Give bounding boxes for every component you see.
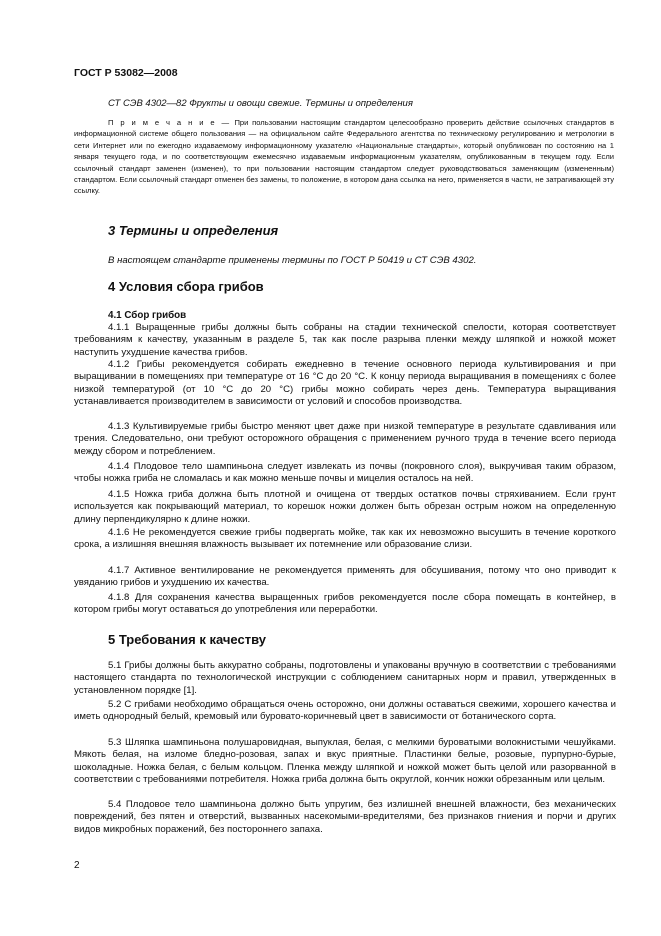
note-text: При пользовании настоящим стандартом целесообразно проверить действие ссылочных стандартов в информационной системе общего пользования — на официальном сайте Федерального агентства по техническому регулированию и метрологии в сети Интернет или по ежегодно издаваемому информационному указателю «Национальные стандарты», который опубликован по состоянию на 1 января текущего года, и по соответствующим ежемесячно издаваемым информационным указателям, опубликованным в текущем году. Если ссылочный стандарт заменен (изменен), то при пользовании настоящим стандартом следует руководствоваться заменяющим (измененным) стандартом. Если ссылочный стандарт отменен без замены, то положение, в котором дана ссылка на него, применяется в части, не затрагивающей эту ссылку.	[74, 118, 614, 196]
paragraph-4-1-4: 4.1.4 Плодовое тело шампиньона следует извлекать из почвы (покровного слоя), выкручивая таким образом, чтобы ножка гриба не сломалась и как можно меньше почвы и мицелия осталось на ней.	[74, 461, 616, 485]
page-number: 2	[74, 860, 80, 871]
paragraph-4-1-1: 4.1.1 Выращенные грибы должны быть собраны на стадии технической спелости, которая соответствует требованиям к качеству, указанным в разделе 5, так как после разрыва пленки между шляпкой и ножкой может наступить ухудшение качества грибов.	[74, 322, 616, 358]
paragraph-4-1-8: 4.1.8 Для сохранения качества выращенных грибов рекомендуется после сбора помещать в контейнер, в котором грибы могут оставаться до употребления или переработки.	[74, 592, 616, 616]
note-label: П р и м е ч а н и е —	[108, 118, 231, 127]
section-5-title: 5 Требования к качеству	[108, 632, 266, 647]
section-3-text	[108, 255, 476, 266]
paragraph-4-1-2: 4.1.2 Грибы рекомендуется собирать ежедневно в течение основного периода культивирования и при выращивании в помещениях при температуре от 16 °С до 20 °С. К концу периода выращивания в помещениях с более низкой температурой (от 10 °С до 20 °С) грибы можно собирать через день. Температура выращивания устанавливается производителем в зависимости от условий и способов производства.	[74, 359, 616, 408]
document-header: ГОСТ Р 53082—2008	[74, 67, 178, 79]
paragraph-4-1-7: 4.1.7 Активное вентилирование не рекомендуется применять для обсушивания, потому что оно приводит к увяданию грибов и ухудшению их качества.	[74, 565, 616, 589]
section-3-title: 3 Термины и определения	[108, 223, 279, 238]
paragraph-5-1: 5.1 Грибы должны быть аккуратно собраны, подготовлены и упакованы вручную в соответствии с требованиями настоящего стандарта по технологической инструкции с соблюдением санитарных норм и правил, утвержденных в установленном порядке [1].	[74, 660, 616, 696]
paragraph-5-4: 5.4 Плодовое тело шампиньона должно быть упругим, без излишней внешней влажности, без механических повреждений, без пятен и отверстий, вызванных насекомыми-вредителями, без признаков гниения и порчи и других видов микробных поражений, без постороннего запаха.	[74, 799, 616, 835]
note-paragraph	[74, 117, 614, 197]
subsection-4-1-title: 4.1 Сбор грибов	[108, 310, 187, 321]
paragraph-5-2: 5.2 С грибами необходимо обращаться очень осторожно, они должны оставаться свежими, хорошего качества и иметь однородный белый, кремовый или буровато-коричневый цвет в зависимости от ботанического сорта.	[74, 699, 616, 723]
normative-reference: СТ СЭВ 4302—82 Фрукты и овощи свежие. Термины и определения	[108, 98, 413, 109]
paragraph-4-1-6: 4.1.6 Не рекомендуется свежие грибы подвергать мойке, так как их невозможно высушить в течение короткого срока, а излишняя внешняя влажность вызывает их потемнение или образование слизи.	[74, 527, 616, 551]
paragraph-4-1-3: 4.1.3 Культивируемые грибы быстро меняют цвет даже при низкой температуре в результате сдавливания или трения. Следовательно, они требуют осторожного обращения с применением ручного труда в течение всего периода между сбором и потреблением.	[74, 421, 616, 457]
paragraph-5-3: 5.3 Шляпка шампиньона полушаровидная, выпуклая, белая, с мелкими буроватыми волокнистыми чешуйками. Мякоть белая, на изломе бледно-розовая, запах и вкус приятные. Пластинки белые, розовые, пурпурно-бурые, шоколадные. Ножка белая, с белым кольцом. Пленка между шляпкой и ножкой может быть целой или разорванной в соответствии с требованиями потребителя. Ножка гриба должна быть округлой, кончик ножки обрезанным или целым.	[74, 737, 616, 786]
paragraph-4-1-5: 4.1.5 Ножка гриба должна быть плотной и очищена от твердых остатков почвы стряхиванием. Если грунт используется как покрывающий материал, то корешок ножки должен быть обрезан острым ножом на определенную длину перпендикулярно к длине ножки.	[74, 489, 616, 525]
section-3-sentence: В настоящем стандарте применены термины по ГОСТ Р 50419 и СТ СЭВ 4302.	[108, 255, 477, 266]
section-4-title: 4 Условия сбора грибов	[108, 279, 264, 294]
